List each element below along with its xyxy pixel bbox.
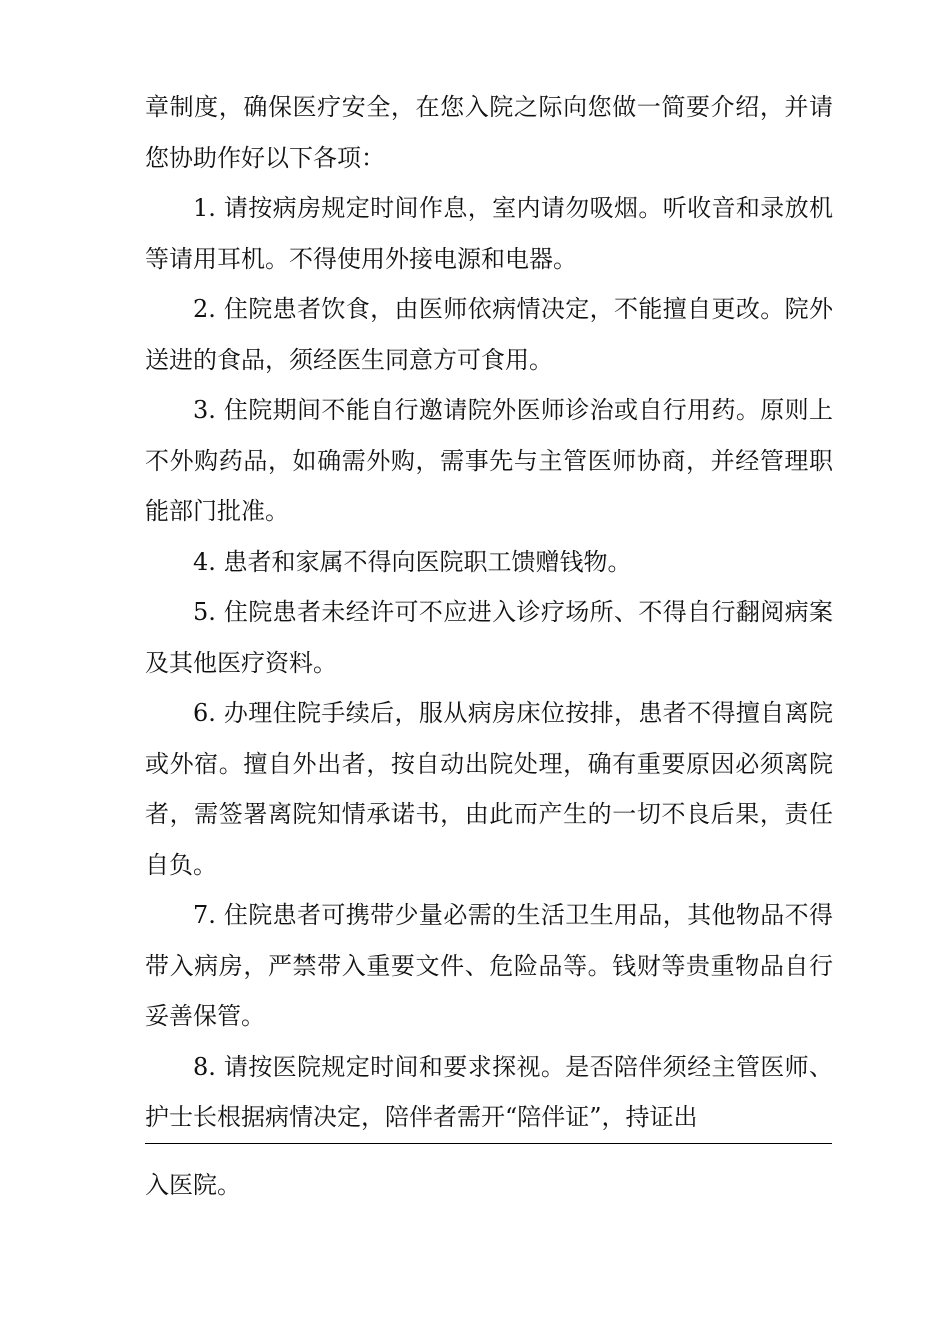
rule-item-4: 4. 患者和家属不得向医院职工馈赠钱物。 (193, 547, 632, 576)
rule-item-1: 1. 请按病房规定时间作息，室内请勿吸烟。听收音和录放机等请用耳机。不得使用外接电源和电器。 (145, 194, 833, 273)
intro-paragraph: 章制度，确保医疗安全，在您入院之际向您做一简要介绍，并请您协助作好以下各项： (145, 93, 833, 172)
continuation-text: 入医院。 (145, 1171, 241, 1199)
rule-item-5: 5. 住院患者未经许可不应进入诊疗场所、不得自行翻阅病案及其他医疗资料。 (145, 598, 833, 677)
rule-item-7: 7. 住院患者可携带少量必需的生活卫生用品，其他物品不得带入病房，严禁带入重要文件、危险品等。钱财等贵重物品自行妥善保管。 (145, 901, 833, 1030)
document-body (145, 82, 833, 1143)
footnote-divider (145, 1143, 832, 1144)
rule-item-6: 6. 办理住院手续后，服从病房床位按排，患者不得擅自离院或外宿。擅自外出者，按自动出院处理，确有重要原因必须离院者，需签署离院知情承诺书，由此而产生的一切不良后果，责任自负。 (145, 699, 833, 879)
rule-item-8: 8. 请按医院规定时间和要求探视。是否陪伴须经主管医师、护士长根据病情决定，陪伴者需开“陪伴证”，持证出 (145, 1052, 833, 1131)
rule-item-2: 2. 住院患者饮食，由医师依病情决定，不能擅自更改。院外送进的食品，须经医生同意方可食用。 (145, 295, 833, 374)
rule-item-3: 3. 住院期间不能自行邀请院外医师诊治或自行用药。原则上不外购药品，如确需外购，需事先与主管医师协商，并经管理职能部门批准。 (145, 396, 833, 525)
